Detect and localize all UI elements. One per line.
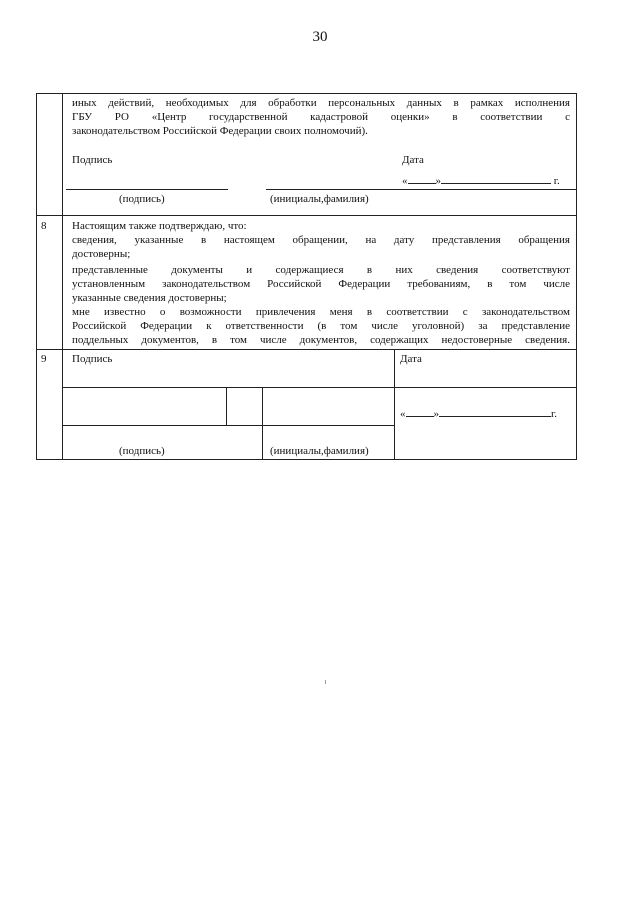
row7-date-label: Дата [402, 154, 424, 166]
table-top-border [36, 93, 577, 94]
date-close-quote: » [433, 408, 439, 420]
row9-caption-signature: (подпись) [119, 445, 165, 457]
table-right-border [576, 93, 577, 460]
date-year-suffix: г. [553, 175, 560, 187]
row8-line: установленным законодательством Российской Федерации требованиям, в том числе [72, 278, 570, 290]
row7-name-date-line [266, 189, 576, 190]
row8-line: Российской Федерации к ответственности (в том числе уголовной) за представление [72, 320, 570, 332]
row9-date-field[interactable] [400, 406, 557, 421]
date-month-blank [441, 173, 551, 184]
date-open-quote: « [400, 408, 406, 420]
date-month-blank [439, 406, 551, 417]
number-column-divider [62, 93, 63, 460]
date-close-quote: » [435, 175, 441, 187]
row9-date-label: Дата [400, 353, 422, 365]
scan-speck [325, 680, 326, 684]
table-left-border [36, 93, 37, 460]
date-year-suffix: г. [551, 408, 558, 420]
row9-caption-name: (инициалы,фамилия) [270, 445, 369, 457]
row7-text-line: ГБУ РО «Центр государственной кадастровой оценки» в соответствии с [72, 111, 570, 123]
row8-line: мне известно о возможности привлечения меня в соответствии с законодательством [72, 306, 570, 318]
row8-line: поддельных документов, в том числе документов, содержащих недостоверные сведения. [72, 334, 570, 346]
table-bottom-border [36, 459, 577, 460]
row7-sign-label: Подпись [72, 154, 113, 166]
row7-text-line: законодательством Российской Федерации своих полномочий). [72, 125, 368, 137]
row7-caption-name: (инициалы,фамилия) [270, 193, 369, 205]
row8-line: достоверны; [72, 248, 131, 260]
row9-inner-border [62, 425, 394, 426]
row8-bottom-border [36, 349, 577, 350]
date-day-blank [406, 406, 434, 417]
row9-number: 9 [41, 353, 47, 365]
row7-caption-signature: (подпись) [119, 193, 165, 205]
row9-header-border [62, 387, 577, 388]
row9-cell-divider-b [262, 387, 263, 459]
row7-bottom-border [36, 215, 577, 216]
row8-line: Настоящим также подтверждаю, что: [72, 220, 247, 232]
date-open-quote: « [402, 175, 408, 187]
row7-text-line: иных действий, необходимых для обработки персональных данных в рамках исполнения [72, 97, 570, 109]
page-number: 30 [312, 29, 328, 45]
row7-date-field[interactable] [402, 173, 560, 188]
row7-signature-line [66, 189, 228, 190]
row9-date-divider [394, 349, 395, 459]
row9-cell-divider-a [226, 387, 227, 426]
row9-sign-label: Подпись [72, 353, 113, 365]
row8-number: 8 [41, 220, 47, 232]
row8-line: указанные сведения достоверны; [72, 292, 227, 304]
date-day-blank [408, 173, 436, 184]
row8-line: сведения, указанные в настоящем обращении, на дату представления обращения [72, 234, 570, 246]
row8-line: представленные документы и содержащиеся в них сведения соответствуют [72, 264, 570, 276]
